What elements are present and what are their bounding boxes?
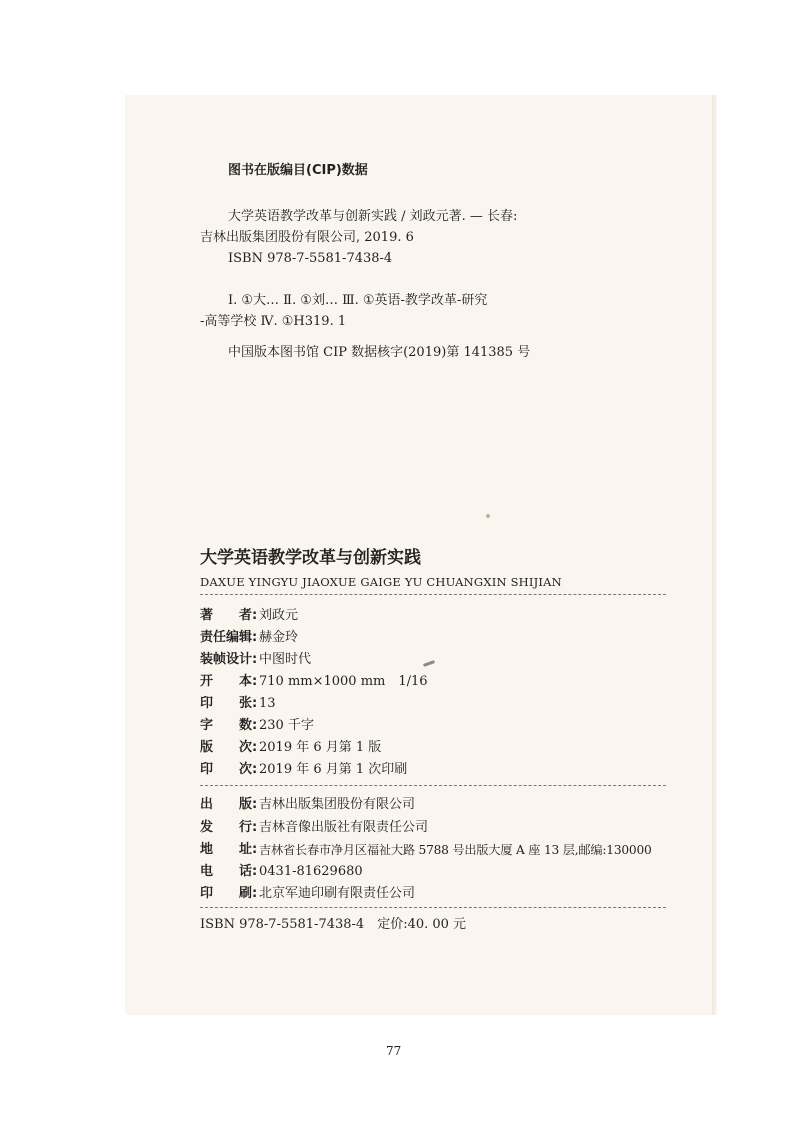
- pub-value-printer: 北京军迪印刷有限责任公司: [259, 886, 416, 901]
- book-title-pinyin: DAXUE YINGYU JIAOXUE GAIGE YU CHUANGXIN SHIJIAN: [200, 575, 562, 589]
- pub-label-address: 地 址:: [200, 842, 258, 857]
- detail-value-format: 710 mm×1000 mm 1/16: [259, 674, 428, 689]
- pub-label-publisher: 出 版:: [200, 797, 258, 812]
- detail-label-edition: 版 次:: [200, 740, 258, 755]
- detail-value-author: 刘政元: [259, 608, 299, 623]
- cip-line-5: -高等学校 Ⅳ. ①H319. 1: [200, 314, 347, 329]
- detail-label-author: 著 者:: [200, 608, 258, 623]
- page-edge-shadow: [712, 95, 716, 1015]
- detail-value-sheets: 13: [259, 696, 276, 711]
- cip-line-3: ISBN 978-7-5581-7438-4: [228, 251, 393, 266]
- book-title: 大学英语教学改革与创新实践: [200, 548, 421, 568]
- detail-value-design: 中图时代: [259, 652, 312, 667]
- pub-value-publisher: 吉林出版集团股份有限公司: [259, 797, 416, 812]
- detail-value-wordcount: 230 千字: [259, 718, 314, 733]
- divider-3: [200, 907, 666, 908]
- cip-line-2: 吉林出版集团股份有限公司, 2019. 6: [200, 230, 414, 245]
- detail-label-sheets: 印 张:: [200, 696, 258, 711]
- cip-line-6: 中国版本图书馆 CIP 数据核字(2019)第 141385 号: [228, 345, 531, 360]
- detail-value-editor: 赫金玲: [259, 630, 299, 645]
- detail-label-editor: 责任编辑:: [200, 630, 258, 645]
- pub-value-address: 吉林省长春市净月区福祉大路 5788 号出版大厦 A 座 13 层,邮编:130000: [259, 843, 652, 857]
- pub-label-phone: 电 话:: [200, 864, 258, 879]
- cip-line-1: 大学英语教学改革与创新实践 / 刘政元著. — 长春:: [228, 209, 518, 224]
- isbn-price: ISBN 978-7-5581-7438-4 定价:40. 00 元: [200, 917, 467, 932]
- pub-label-distributor: 发 行:: [200, 820, 258, 835]
- pub-value-phone: 0431-81629680: [259, 864, 363, 879]
- detail-label-wordcount: 字 数:: [200, 718, 258, 733]
- page-number: 77: [386, 1044, 402, 1058]
- detail-value-printing: 2019 年 6 月第 1 次印刷: [259, 762, 408, 777]
- scan-speck: [486, 514, 490, 518]
- detail-label-design: 装帧设计:: [200, 652, 258, 667]
- cip-line-4: Ⅰ. ①大… Ⅱ. ①刘… Ⅲ. ①英语-教学改革-研究: [228, 293, 488, 308]
- detail-label-format: 开 本:: [200, 674, 258, 689]
- pub-label-printer: 印 刷:: [200, 886, 258, 901]
- detail-label-printing: 印 次:: [200, 762, 258, 777]
- pub-value-distributor: 吉林音像出版社有限责任公司: [259, 820, 429, 835]
- divider-1: [200, 594, 666, 595]
- detail-value-edition: 2019 年 6 月第 1 版: [259, 740, 382, 755]
- cip-heading: 图书在版编目(CIP)数据: [228, 163, 368, 178]
- divider-2: [200, 785, 666, 786]
